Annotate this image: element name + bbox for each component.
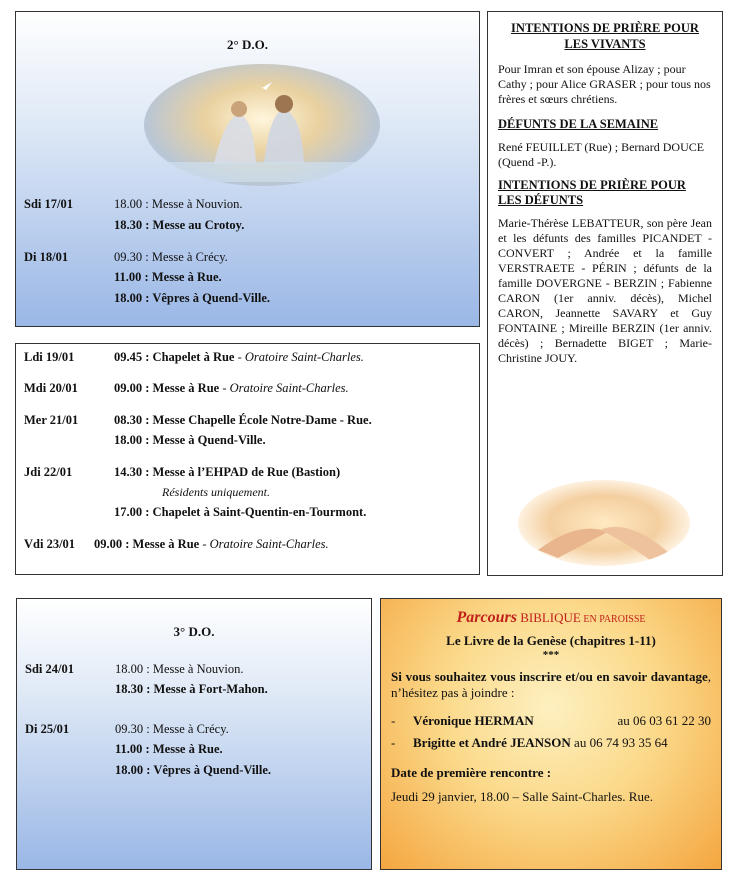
sunday-schedule-box-2do <box>15 11 480 327</box>
section-heading-defunts-semaine: DÉFUNTS DE LA SEMAINE <box>498 117 659 131</box>
date-label: Date de première rencontre : <box>391 765 552 780</box>
defunts-semaine-text: René FEUILLET (Rue) ; Bernard DOUCE (Quend -P.). <box>498 140 705 169</box>
event-line: 18.00 : Messe à Quend-Ville. <box>114 433 266 447</box>
section-heading-defunts: INTENTIONS DE PRIÈRE POUR LES DÉFUNTS <box>498 178 686 207</box>
event-line: 14.30 : Messe à l’EHPAD de Rue (Bastion) <box>114 465 341 479</box>
event-note: Résidents uniquement. <box>162 485 270 499</box>
parcours-biblique-box <box>380 598 722 870</box>
separator-stars: *** <box>542 649 560 661</box>
day-label: Sdi 24/01 <box>25 662 74 676</box>
day-label: Vdi 23/01 <box>24 537 76 551</box>
day-label: Ldi 19/01 <box>24 350 75 364</box>
event-line: 18.30 : Messe au Crotoy. <box>114 218 245 232</box>
event-line: 09.00 : Messe à Rue - Oratoire Saint-Charles. <box>94 537 329 551</box>
event-line: 11.00 : Messe à Rue. <box>115 742 223 756</box>
prayer-intentions-box <box>487 11 723 576</box>
baptism-illustration-icon <box>144 64 380 186</box>
event-line: 11.00 : Messe à Rue. <box>114 270 222 284</box>
weekday-schedule-box <box>15 343 480 575</box>
parcours-subtitle: Le Livre de la Genèse (chapitres 1-11) <box>446 633 656 648</box>
date-text: Jeudi 29 janvier, 18.00 – Salle Saint-Charles. Rue. <box>391 789 653 804</box>
day-label: Jdi 22/01 <box>24 465 73 479</box>
parcours-title: Parcours BIBLIQUE EN PAROISSE <box>456 609 646 626</box>
event-line: 09.45 : Chapelet à Rue - Oratoire Saint-Charles. <box>114 350 364 364</box>
day-label: Mer 21/01 <box>24 413 79 427</box>
event-line: 09.00 : Messe à Rue - Oratoire Saint-Charles. <box>114 381 349 395</box>
day-label: Di 18/01 <box>24 250 69 264</box>
section-heading-vivants: INTENTIONS DE PRIÈRE POUR LES VIVANTS <box>511 21 699 51</box>
intentions-defunts-text: Marie-Thérèse LEBATTEUR, son père Jean et les défunts des familles PICANDET - CONVERT ; Andrée et la famille VERSTRAETE - PÉRIN ; défunts de la famille DOVERGNE - BERZIN ; Fabienne CARON (1er anniv. décès), Michel CARON, Jeannette SAVARY et Guy FONTAINE ; Mireille BERZIN (1er anniv. décès) ; Bernadette BIGET ; Marie-Christine JOUY. <box>498 216 712 365</box>
event-line: 18.00 : Messe à Nouvion. <box>115 662 244 676</box>
day-label: Mdi 20/01 <box>24 381 78 395</box>
contact-list <box>391 713 711 751</box>
event-line: 09.30 : Messe à Crécy. <box>115 722 229 736</box>
event-line: 18.00 : Vêpres à Quend-Ville. <box>115 763 272 777</box>
contact-item: - Brigitte et André JEANSON au 06 74 93 35 64 <box>391 735 668 750</box>
sunday-schedule-box-3do <box>16 598 372 870</box>
event-line: 18.00 : Vêpres à Quend-Ville. <box>114 291 271 305</box>
box-title: 2° D.O. <box>227 37 268 52</box>
day-label: Sdi 17/01 <box>24 197 73 211</box>
intentions-vivants-text: Pour Imran et son épouse Alizay ; pour Cathy ; pour Alice GRASER ; pour tous nos frères et sœurs chrétiens. <box>498 62 711 106</box>
event-line: 18.30 : Messe à Fort-Mahon. <box>115 682 268 696</box>
event-line: 08.30 : Messe Chapelle École Notre-Dame - Rue. <box>114 413 372 427</box>
event-line: 17.00 : Chapelet à Saint-Quentin-en-Tourmont. <box>114 505 367 519</box>
day-label: Di 25/01 <box>25 722 70 736</box>
event-line: 09.30 : Messe à Crécy. <box>114 250 228 264</box>
box-title: 3° D.O. <box>173 624 215 639</box>
praying-hands-icon <box>518 480 690 566</box>
parcours-intro: Si vous souhaitez vous inscrire et/ou en savoir davantage, n’hésitez pas à joindre : <box>391 669 711 700</box>
event-line: 18.00 : Messe à Nouvion. <box>114 197 243 211</box>
contact-item: - Véronique HERMAN au 06 03 61 22 30 <box>391 713 711 728</box>
